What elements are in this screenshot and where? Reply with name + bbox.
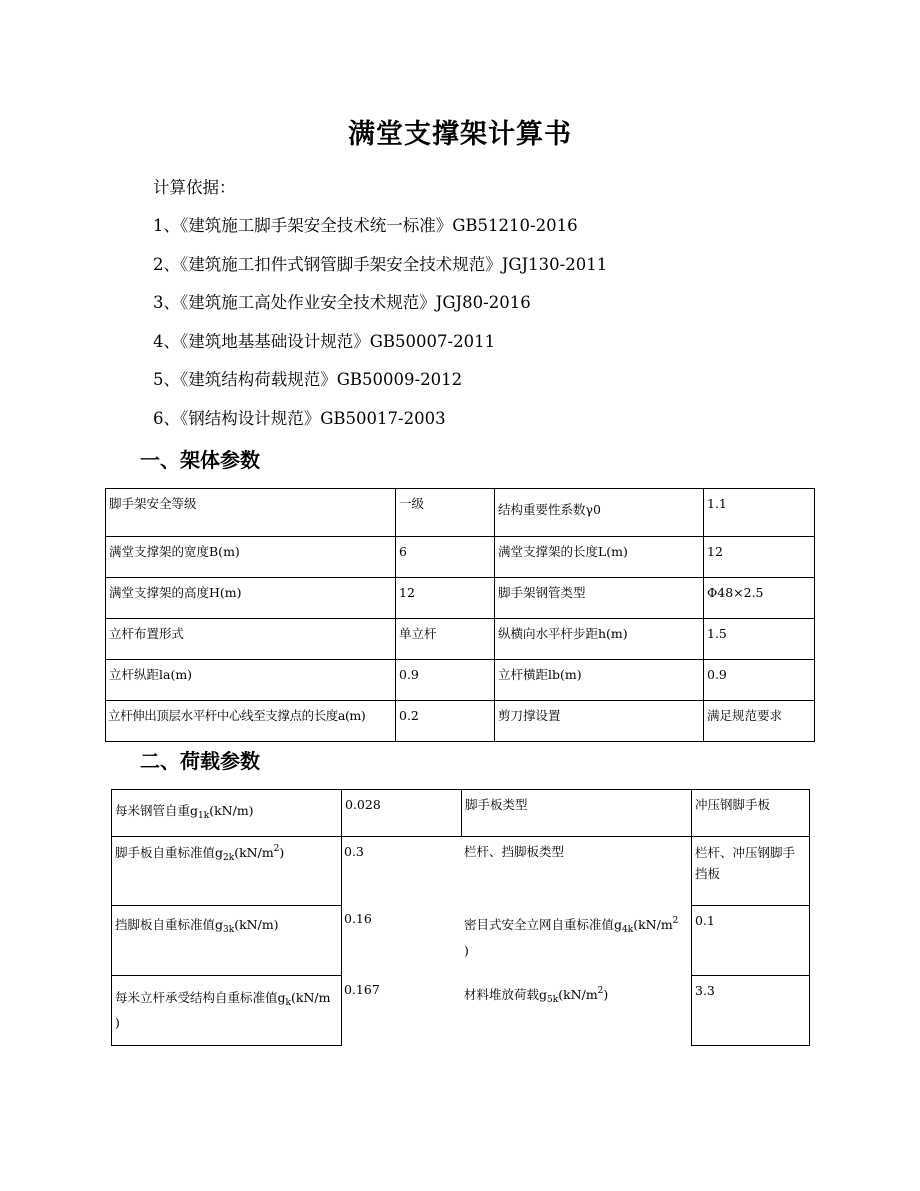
table-cell: 单立杆 [395, 618, 495, 660]
table-cell: 立杆伸出顶层水平杆中心线至支撑点的长度a(m) [105, 700, 396, 742]
table-cell: 6 [395, 536, 495, 578]
table-cell: 纵横向水平杆步距h(m) [494, 618, 704, 660]
table-cell: 材料堆放荷载$g_{5k}(kN/m^2)$ [464, 986, 609, 1005]
basis-item: 3、《建筑施工高处作业安全技术规范》JGJ80-2016 [153, 293, 531, 312]
table-cell: 脚手板自重标准值$g_{2k}(kN/m^2)$ [111, 836, 342, 906]
table-cell: 脚手架安全等级 [105, 488, 396, 537]
basis-item: 5、《建筑结构荷载规范》GB50009-2012 [153, 370, 463, 389]
basis-item: 6、《钢结构设计规范》GB50017-2003 [153, 409, 446, 428]
table-cell: 满足规范要求 [703, 700, 815, 742]
table-cell: 剪刀撑设置 [494, 700, 704, 742]
basis-item: 4、《建筑地基基础设计规范》GB50007-2011 [153, 332, 496, 351]
table-cell: 3.3 [691, 975, 810, 1046]
basis-item: 1、《建筑施工脚手架安全技术统一标准》GB51210-2016 [153, 216, 578, 235]
table-cell: 满堂支撑架的宽度B(m) [105, 536, 396, 578]
table-cell: 0.9 [703, 659, 815, 701]
table-cell: 12 [395, 577, 495, 619]
table-cell: 满堂支撑架的长度L(m) [494, 536, 704, 578]
table-cell: 立杆布置形式 [105, 618, 396, 660]
table-cell: 冲压钢脚手板 [691, 789, 810, 837]
table-cell: 12 [703, 536, 815, 578]
table-cell: 0.167 [344, 982, 380, 997]
table-cell: 0.3 [344, 844, 364, 859]
table-cell: 立杆横距lb(m) [494, 659, 704, 701]
page-title: 满堂支撑架计算书 [348, 119, 572, 150]
table-cell: 挡脚板自重标准值$g_{3k}(kN/m)$ [111, 905, 342, 976]
table-cell: 每米立杆承受结构自重标准值$g_k(kN/m$ ) [111, 975, 342, 1046]
table-cell: 0.16 [344, 911, 372, 926]
table-cell: Φ48×2.5 [703, 577, 815, 619]
table-cell: 0.9 [395, 659, 495, 701]
table-cell: 0.028 [341, 789, 462, 837]
table-cell: 栏杆、冲压钢脚手挡板 [691, 836, 810, 906]
basis-item: 2、《建筑施工扣件式钢管脚手架安全技术规范》JGJ130-2011 [153, 255, 608, 274]
table-cell: 脚手板类型 [461, 789, 692, 837]
table-cell: 密目式安全立网自重标准值$g_{4k}(kN/m^2$ ) [464, 916, 679, 958]
table-cell: 0.2 [395, 700, 495, 742]
table-cell: 立杆纵距la(m) [105, 659, 396, 701]
section-heading-frame: 一、架体参数 [140, 448, 260, 472]
table-cell: 满堂支撑架的高度H(m) [105, 577, 396, 619]
basis-heading: 计算依据： [153, 178, 236, 197]
table-cell: 每米钢管自重$g_{1k}(kN/m)$ [111, 789, 342, 837]
table-cell: 脚手架钢管类型 [494, 577, 704, 619]
table-cell: 1.1 [703, 488, 815, 537]
section-heading-load: 二、荷载参数 [140, 749, 260, 773]
table-cell: 1.5 [703, 618, 815, 660]
table-cell: 结构重要性系数γ0 [494, 488, 704, 537]
table-cell: 栏杆、挡脚板类型 [464, 844, 565, 859]
table-cell: 一级 [395, 488, 495, 537]
table-cell: 0.1 [691, 905, 810, 976]
